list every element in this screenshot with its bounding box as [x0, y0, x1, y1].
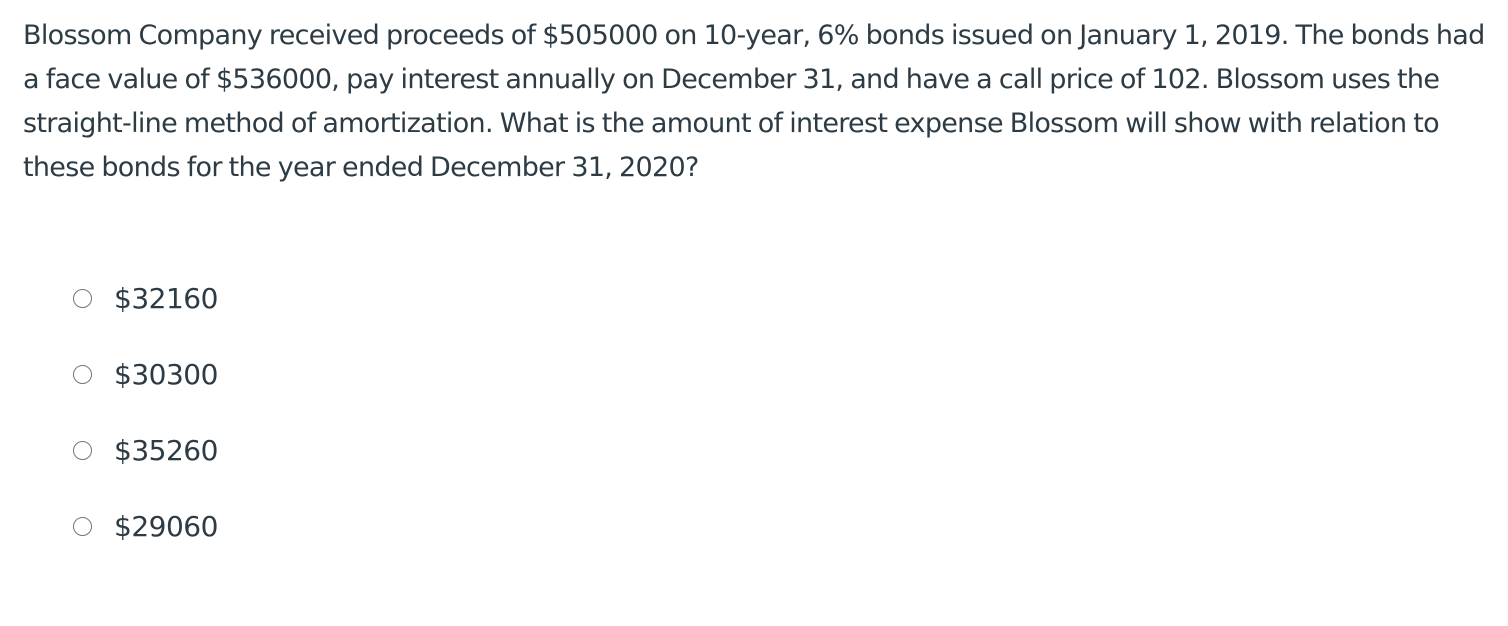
- radio-unchecked-icon[interactable]: [73, 517, 92, 536]
- answer-label: $32160: [114, 281, 218, 315]
- answer-option[interactable]: [73, 428, 218, 472]
- answer-label: $30300: [114, 357, 218, 391]
- radio-unchecked-icon[interactable]: [73, 289, 92, 308]
- answer-option[interactable]: [73, 504, 218, 548]
- radio-unchecked-icon[interactable]: [73, 441, 92, 460]
- question-text: Blossom Company received proceeds of $505000 on 10-year, 6% bonds issued on January 1, 2019. The bonds had a face value of $536000, pay interest annually on December 31, and have a call price of 102. Blossom uses the straight-line method of amortization. What is the amount of interest expense Blossom will show with relation to these bonds for the year ended December 31, 2020?: [23, 20, 1485, 183]
- answer-label: $29060: [114, 509, 218, 543]
- answer-option[interactable]: [73, 276, 218, 320]
- answer-label: $35260: [114, 433, 218, 467]
- answer-options: [73, 276, 218, 580]
- radio-unchecked-icon[interactable]: [73, 365, 92, 384]
- answer-option[interactable]: [73, 352, 218, 396]
